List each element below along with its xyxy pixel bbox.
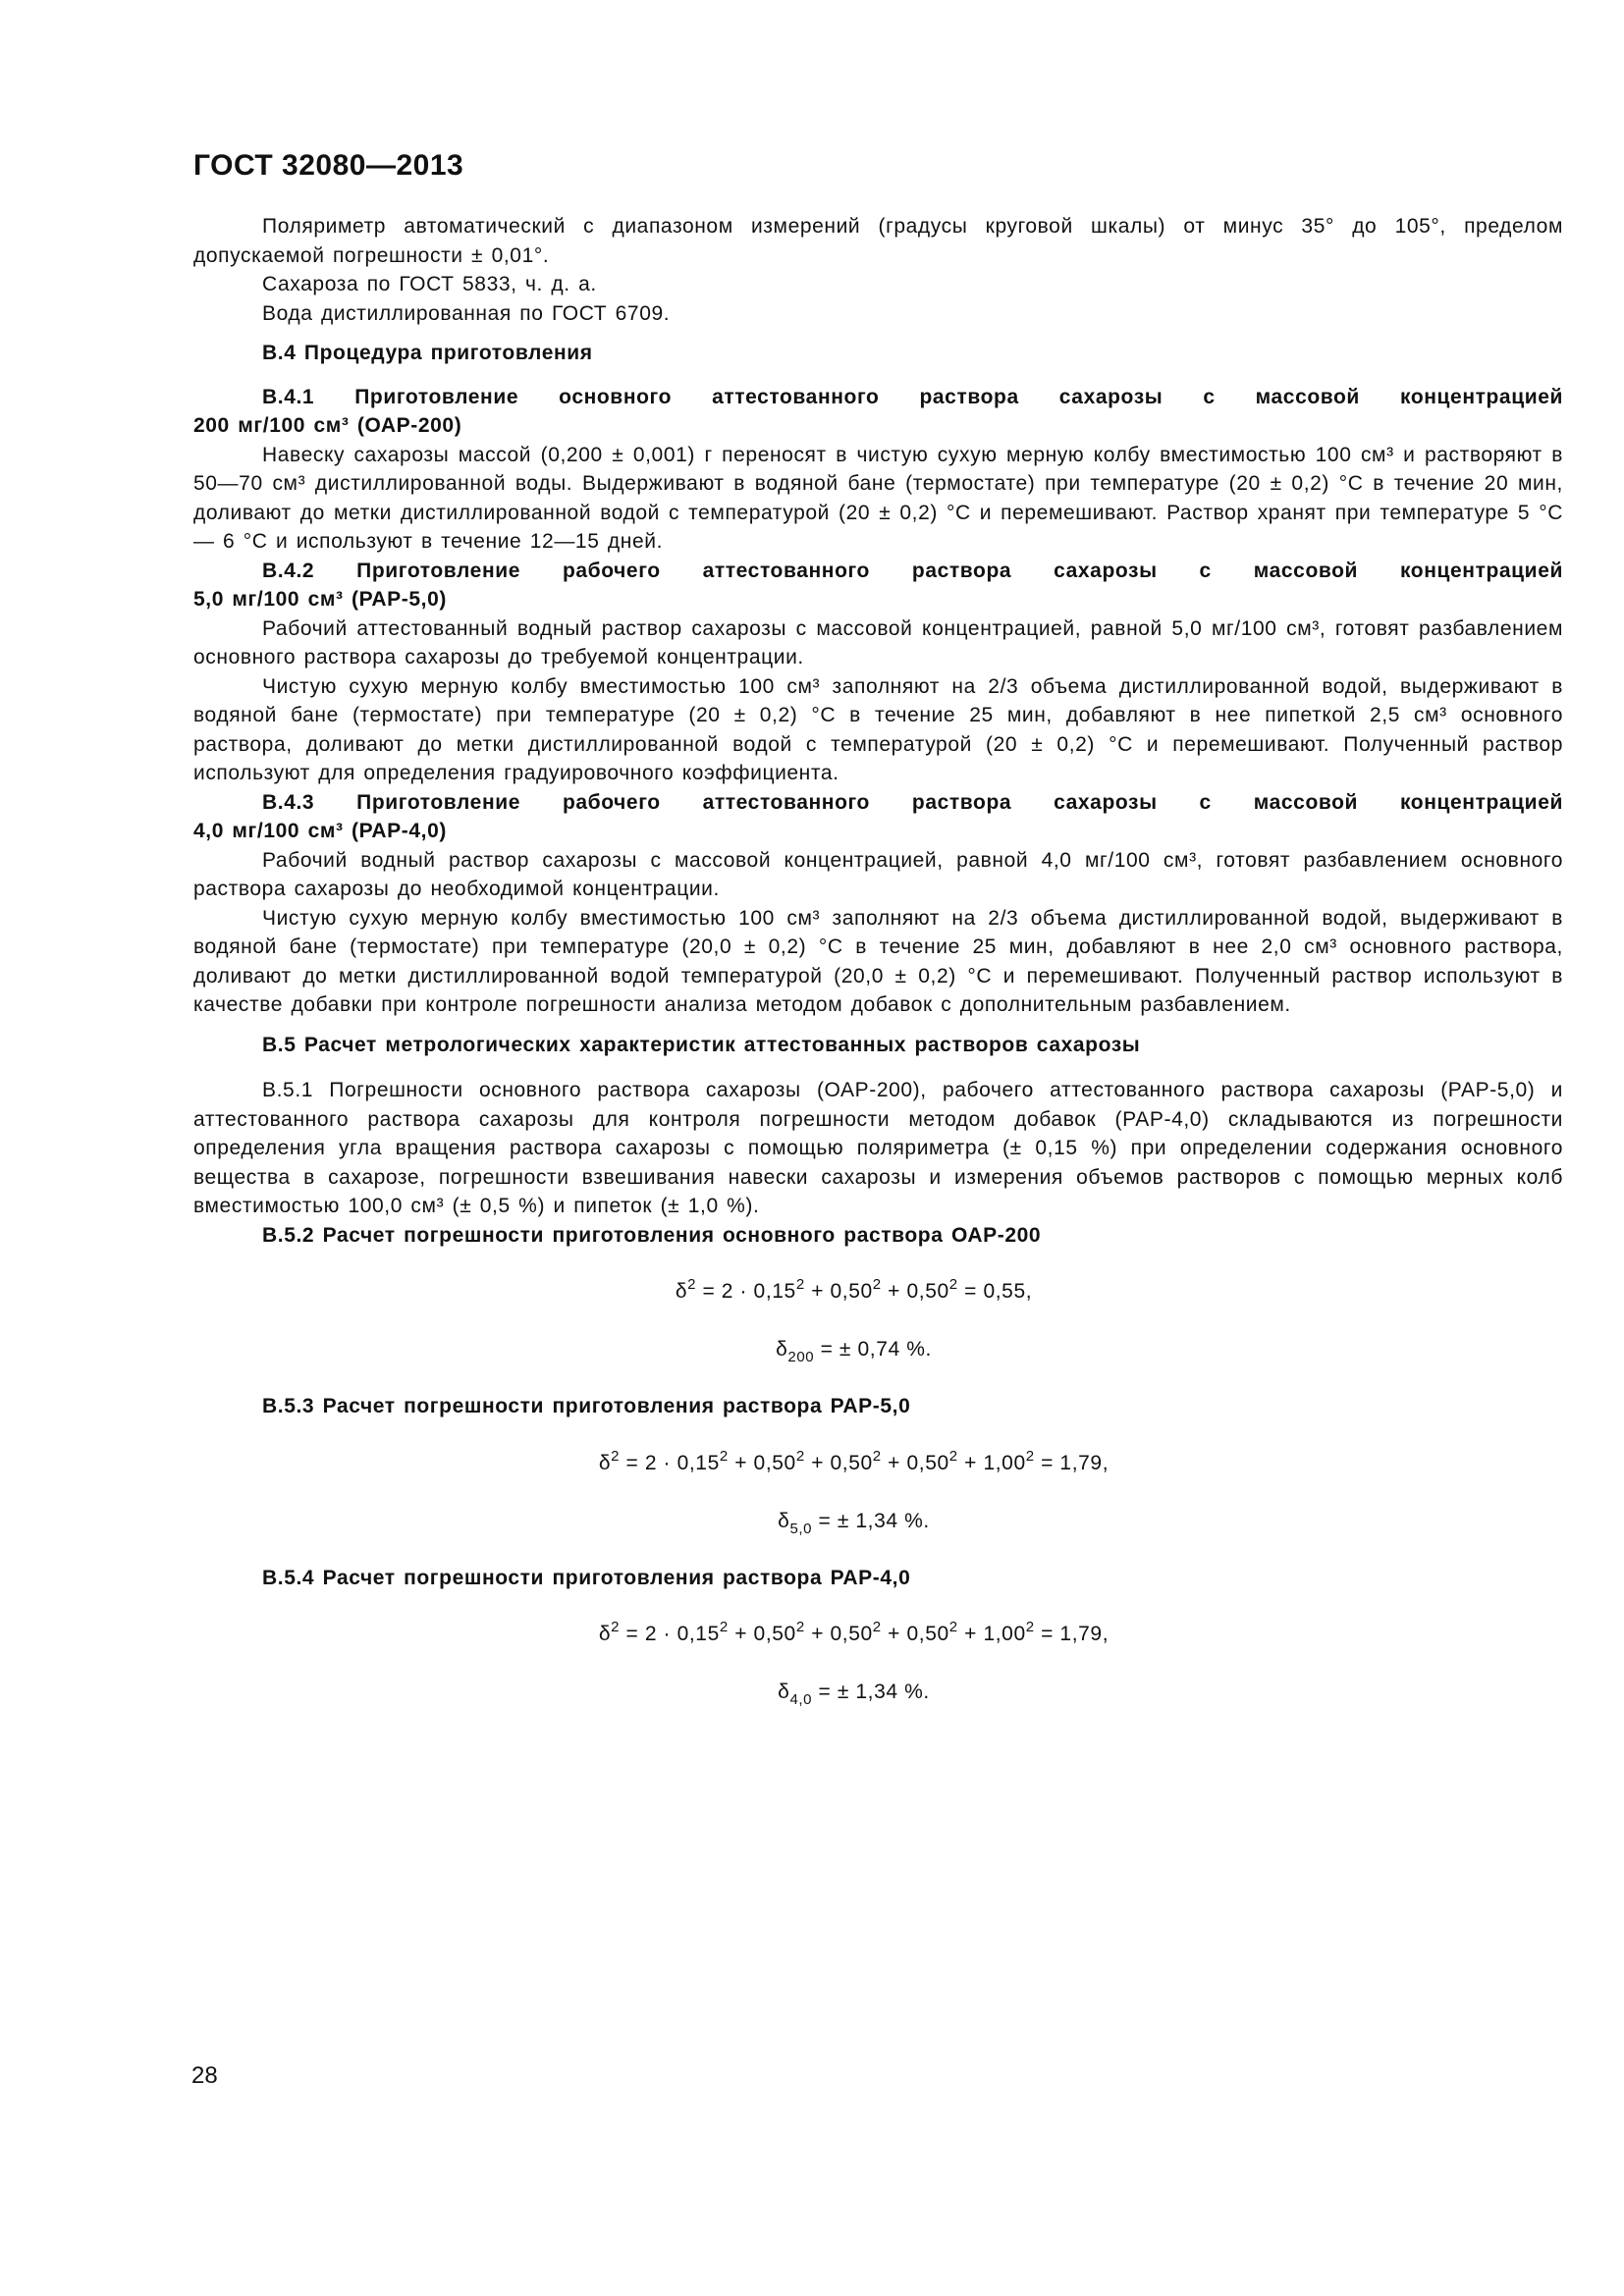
formula-rap50-squared: $\delta^2 = 2 \cdot 0,15^2 + 0,50^2 + 0,50^2 + 0,50^2 + 1,00^2 = 1,79$, [598,1447,1110,1474]
section-b42-title-line1: В.4.2 Приготовление рабочего аттестованного раствора сахарозы с массовой концентрацией [262,559,1563,582]
formula-rap40-result: $\delta_{4,0}$ = ± 1,34 %. [778,1681,930,1708]
section-b43-paragraph-1: Рабочий водный раствор сахарозы с массовой концентрацией, равной 4,0 мг/100 см³, готовят разбавлением основного раствора сахарозы до необходимой концентрации. [193,848,1563,900]
page-content [0,148,1624,1708]
section-b42-title [193,557,1563,614]
section-b53-title: В.5.3 Расчет погрешности приготовления раствора РАР-5,0 [262,1395,911,1417]
intro-paragraph-sucrose: Сахароза по ГОСТ 5833, ч. д. а. [262,273,597,295]
section-b4-title: В.4 Процедура приготовления [262,342,593,364]
section-b54-title: В.5.4 Расчет погрешности приготовления раствора РАР-4,0 [262,1566,911,1589]
section-b42-paragraph-1: Рабочий аттестованный водный раствор сахарозы с массовой концентрацией, равной 5,0 мг/100 см³, готовят разбавлением основного раствора сахарозы до требуемой концентрации. [193,616,1563,668]
intro-paragraph-polarimeter: Поляриметр автоматический с диапазоном измерений (градусы круговой шкалы) от минус 35° до 105°, пределом допускаемой погрешности ± 0,01°. [193,215,1563,267]
formula-oap200-squared: $\delta^2 = 2 \cdot 0,15^2 + 0,50^2 + 0,50^2 = 0,55$, [675,1276,1033,1303]
section-b42-title-line2: 5,0 мг/100 см³ (РАР-5,0) [193,588,447,611]
formula-oap200-result: $\delta_{200}$ = ± 0,74 %. [776,1338,932,1365]
section-b41-title-line2: 200 мг/100 см³ (ОАР-200) [193,414,462,437]
section-b42-paragraph-2: Чистую сухую мерную колбу вместимостью 100 см³ заполняют на 2/3 объема дистиллированной водой, выдерживают в водяной бане (термостате) при температуре (20 ± 0,2) °С в течение 25 мин, добавляют в нее пипеткой 2,5 см³ основного раствора, доливают до метки дистиллированной водой с температурой (20 ± 0,2) °С и перемешивают. Полученный раствор используют для определения градуировочного коэффициента. [193,674,1563,784]
section-b43-title [193,788,1563,846]
formula-rap50-result: $\delta_{5,0}$ = ± 1,34 %. [778,1509,930,1537]
section-b51-paragraph: В.5.1 Погрешности основного раствора сахарозы (ОАР-200), рабочего аттестованного раствора сахарозы (РАР-5,0) и аттестованного раствора сахарозы для контроля погрешности методом добавок (РАР-4,0) складываются из погрешности определения угла вращения раствора сахарозы с помощью поляриметра (± 0,15 %) при определении содержания основного вещества в сахарозе, погрешности взвешивания навески сахарозы и измерения объемов растворов с помощью мерных колб вместимостью 100,0 см³ (± 0,5 %) и пипеток (± 1,0 %). [193,1079,1563,1217]
section-b52-title: В.5.2 Расчет погрешности приготовления основного раствора ОАР-200 [262,1223,1042,1247]
section-b41-paragraph: Навеску сахарозы массой (0,200 ± 0,001) г переносят в чистую сухую мерную колбу вместимостью 100 см³ и растворяют в 50—70 см³ дистиллированной воды. Выдерживают в водяной бане (термостате) при температуре (20 ± 0,2) °С в течение 20 мин, доливают до метки дистиллированной водой с температурой (20 ± 0,2) °С и перемешивают. Раствор хранят при температуре 5 °С — 6 °С и используют в течение 12—15 дней. [193,443,1563,553]
intro-paragraph-water: Вода дистиллированная по ГОСТ 6709. [262,301,671,325]
formula-rap40-squared: $\delta^2 = 2 \cdot 0,15^2 + 0,50^2 + 0,50^2 + 0,50^2 + 1,00^2 = 1,79$, [598,1619,1110,1645]
section-b5-title: В.5 Расчет метрологических характеристик аттестованных растворов сахарозы [262,1033,1141,1056]
page-number: 28 [191,2062,218,2089]
section-b41-title-line1: В.4.1 Приготовление основного аттестованного раствора сахарозы с массовой концентрацией [262,385,1563,408]
section-b43-paragraph-2: Чистую сухую мерную колбу вместимостью 100 см³ заполняют на 2/3 объема дистиллированной водой, выдерживают в водяной бане (термостате) при температуре (20,0 ± 0,2) °С в течение 25 мин, добавляют в нее 2,0 см³ основного раствора, доливают до метки дистиллированной водой температурой (20,0 ± 0,2) °С и перемешивают. Полученный раствор используют в качестве добавки при контроле погрешности анализа методом добавок с дополнительным разбавлением. [193,906,1563,1016]
section-b41-title [193,383,1563,441]
section-b43-title-line2: 4,0 мг/100 см³ (РАР-4,0) [193,820,447,842]
document-code-header: ГОСТ 32080—2013 [193,149,464,182]
section-b43-title-line1: В.4.3 Приготовление рабочего аттестованного раствора сахарозы с массовой концентрацией [262,790,1563,814]
